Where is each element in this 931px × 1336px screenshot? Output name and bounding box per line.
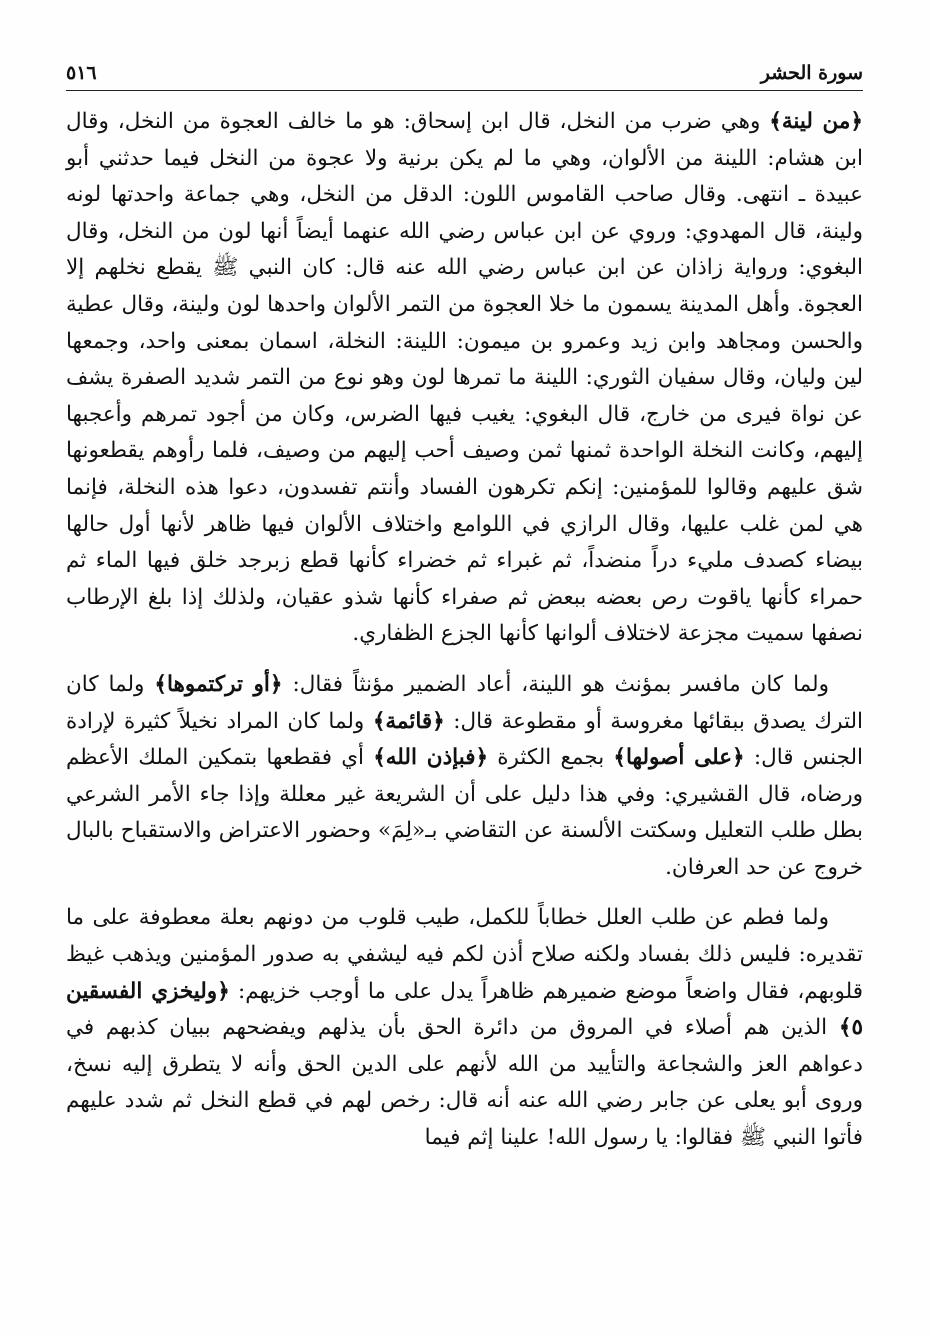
commentary-text: الذين هم أصلاء في المروق من دائرة الحق بأن يذلهم ويفضحهم ببيان كذبهم في دعواهم العز والشجاعة والتأييد من الله لأنهم على الدين الحق وأنه لا يتطرق إليه نسخ، وروى أبو يعلى عن جابر رضي الله عنه أنه قال: رخص لهم في قطع النخل ثم شدد عليهم فأتوا النبي ﷺ فقالوا: يا رسول الله! علينا إثم فيما (66, 1015, 863, 1151)
commentary-text: وهي ضرب من النخل، قال ابن إسحاق: هو ما خالف العجوة من النخل، وقال ابن هشام: اللينة من الألوان، وهي ما لم يكن برنية ولا عجوة من النخل فيما حدثني أبو عبيدة ـ انتهى. وقال صاحب القاموس اللون: الدقل من النخل، وهي جماعة واحدتها لونه ولينة، قال المهدوي: وروي عن ابن عباس رضي الله عنهما أيضاً أنها لون من النخل، وقال البغوي: ورواية زاذان عن ابن عباس رضي الله عنه قال: كان النبي ﷺ يقطع نخلهم إلا العجوة. وأهل المدينة يسمون ما خلا العجوة من التمر الألوان واحدها لون ولينة، وقال عطية والحسن ومجاهد وابن زيد وعمرو بن ميمون: اللينة: النخلة، اسمان بمعنى واحد، وجمعها لين وليان، وقال سفيان الثوري: اللينة ما تمرها لون وهو نوع من التمر شديد الصفرة يشف عن نواة فيرى من خارج، قال البغوي: يغيب فيها الضرس، وكان من أجود تمرهم وأعجبها إليهم، وكانت النخلة الواحدة ثمنها ثمن وصيف أحب إليهم من وصيف، فلما رأوهم يقطعونها شق عليهم وقالوا للمؤمنين: إنكم تكرهون الفساد وأنتم تفسدون، دعوا هذه النخلة، فإنما هي لمن غلب عليها، وقال الرازي في اللوامع واختلاف الألوان فيها ظاهر لأنها أول حالها بيضاء كصدف مليء دراً منضداً، ثم غبراء ثم خضراء كأنها قطع زبرجد خلق فيها الماء ثم حمراء كأنها ياقوت رص بعضه ببعض ثم صفراء كأنها شذو عقيان، ولذلك إذا بلغ الإرطاب نصفها سميت مجزعة لاختلاف ألوانها كأنها الجزع الظفاري. (66, 109, 863, 647)
commentary-text: ولما كان الترك يصدق ببقائها مغروسة أو مقطوعة قال: (66, 671, 863, 734)
paragraph (66, 900, 863, 1156)
commentary-text: أي فقطعها بتمكين الملك الأعظم ورضاه، قال القشيري: وفي هذا دليل على أن الشريعة غير معللة وإذا جاء الأمر الشرعي بطل طلب التعليل وسكتت الألسنة عن التقاضي بـ«لِمَ» وحضور الاعتراض والاستقباح بالبال خروج عن حد العرفان. (66, 745, 863, 880)
quran-phrase: ﴿وليخزي الفسقين ٥﴾ (66, 978, 863, 1041)
paragraph (66, 104, 863, 653)
paragraph (66, 667, 863, 887)
commentary-text: بجمع الكثرة (488, 745, 614, 771)
quran-phrase: ﴿من لينة﴾ (769, 109, 863, 134)
quran-phrase: ﴿قائمة﴾ (372, 708, 445, 734)
running-header (66, 56, 863, 91)
quran-phrase: ﴿على أصولها﴾ (613, 745, 745, 771)
quran-phrase: ﴿فبإذن الله﴾ (373, 745, 489, 771)
commentary-text: ولما كان مافسر بمؤنث هو اللينة، أعاد الضمير مؤنثاً فقال: (282, 671, 829, 697)
page-number: ٥١٦ (66, 62, 97, 84)
quran-phrase: ﴿أو تركتموها﴾ (154, 671, 283, 697)
commentary-text: ولما فطم عن طلب العلل خطاباً للكمل، طيب قلوب من دونهم بعلة معطوفة على ما تقديره: فليس ذلك بفساد ولكنه صلاح أذن لكم فيه ليشفي به صدور المؤمنين ويذهب غيظ قلوبهم، فقال واضعاً موضع ضميرهم ظاهراً يدل على ما أوجب خزيهم: (66, 905, 863, 1004)
body-text (66, 104, 863, 1157)
commentary-text: ولما كان المراد نخيلاً كثيرة لإرادة الجنس قال: (66, 708, 864, 771)
surah-title: سورة الحشر (760, 62, 863, 84)
